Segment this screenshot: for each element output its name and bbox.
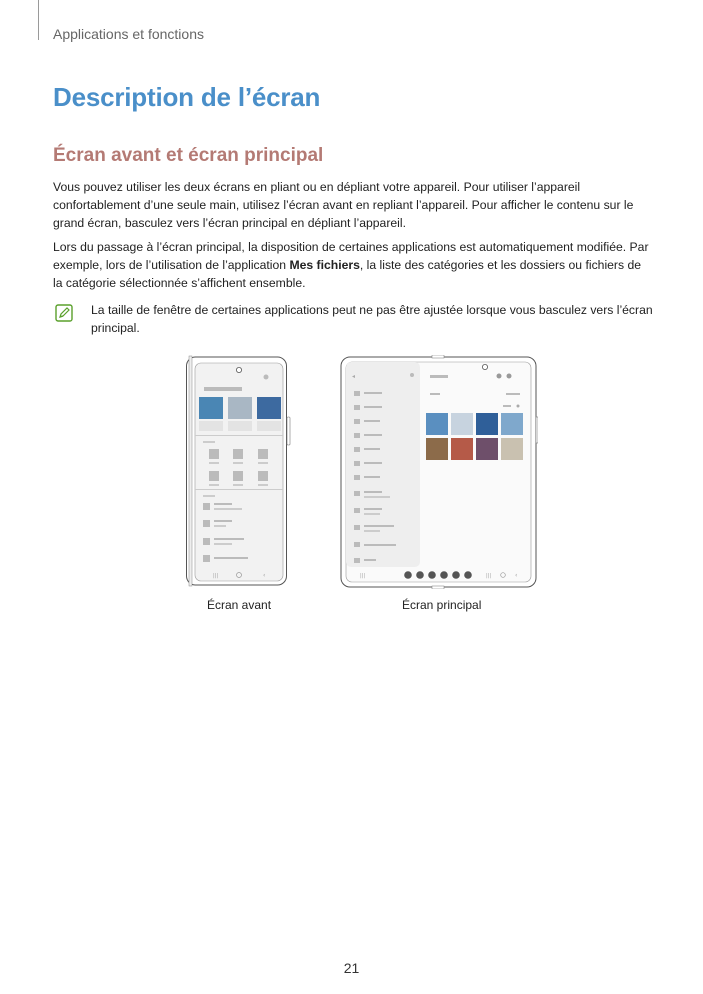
svg-text:‹: ‹	[515, 572, 518, 579]
app-name-my-files: Mes fichiers	[289, 258, 360, 272]
svg-text:◂: ◂	[352, 373, 356, 380]
svg-text:‹: ‹	[263, 572, 266, 579]
section-header: Applications et fonctions	[53, 26, 204, 42]
paragraph-2	[53, 238, 653, 292]
paragraph-1: Vous pouvez utiliser les deux écrans en pliant ou en dépliant votre appareil. Pour utiliser l’appareil confortablement d’une seule main, utilisez l’écran avant en repliant l’appareil. Pour afficher le contenu sur le grand écran, basculez vers l’écran principal en dépliant l’appareil.	[53, 180, 634, 230]
header-rule	[38, 0, 39, 40]
caption-front-screen: Écran avant	[207, 598, 272, 612]
front-screen-illustration	[186, 355, 291, 587]
paragraph-2-text-a: Lors du passage à l’écran principal, la disposition de certaines applications est automatiquement modifiée. Par exemple, lors de l’utilisation de l’application	[53, 240, 649, 272]
svg-text:|||: |||	[213, 573, 219, 579]
caption-main-screen: Écran principal	[402, 598, 482, 612]
page-title: Description de l’écran	[53, 82, 321, 112]
paragraph-2-text-b: , la liste des catégories et les dossiers ou fichiers de la catégorie sélectionnée s’affichent ensemble.	[53, 258, 642, 290]
note-pencil-icon	[55, 304, 73, 322]
note-text: La taille de fenêtre de certaines applications peut ne pas être ajustée lorsque vous basculez vers l’écran principal.	[91, 303, 653, 335]
svg-text:|||: |||	[486, 573, 492, 579]
main-screen-illustration	[340, 355, 538, 589]
page-number: 21	[343, 960, 360, 976]
section-subtitle: Écran avant et écran principal	[53, 145, 324, 166]
svg-text:|||: |||	[360, 573, 366, 579]
